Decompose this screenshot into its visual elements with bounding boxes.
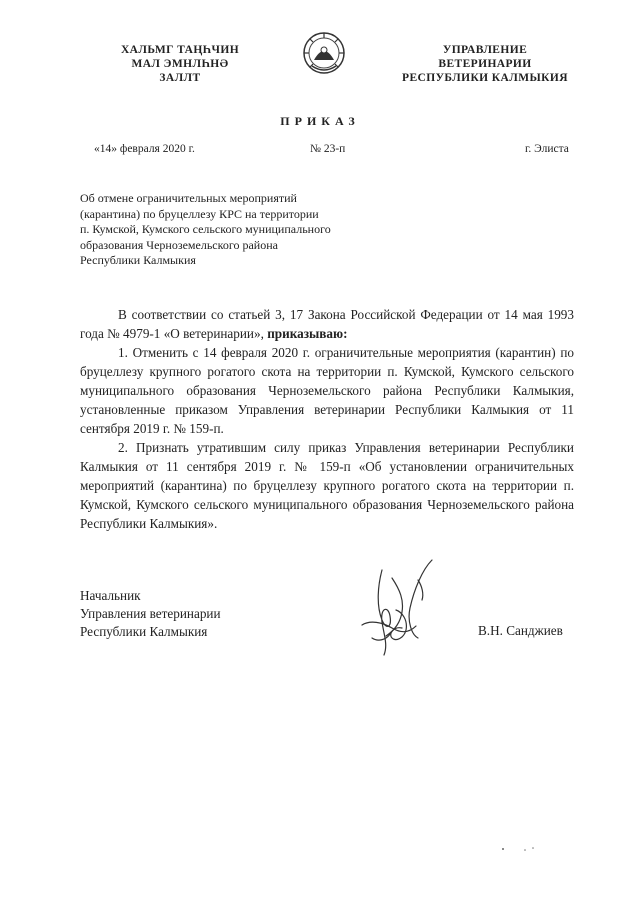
- order-title: ПРИКАЗ: [280, 114, 360, 128]
- header-right-russian: [390, 43, 580, 85]
- header-left-line: МАЛ ЭМНЛҺНӘ: [131, 58, 229, 70]
- subject-line: (карантина) по бруцеллезу КРС на территории: [80, 206, 319, 221]
- subject-line: п. Кумской, Кумского сельского муниципального: [80, 222, 331, 236]
- position-line: Республики Калмыкия: [80, 624, 208, 639]
- item-2-paragraph: 2. Признать утратившим силу приказ Управления ветеринарии Республики Калмыкия от 11 сентября 2019 г. № 159-п «Об установлении ограничительных мероприятий (карантина) по бруцеллезу крупного рогатого скота на территории п. Кумской, Кумского сельского муниципального образования Черноземельского района Республики Калмыкия».: [80, 440, 574, 531]
- intro-command: приказываю:: [267, 326, 348, 341]
- subject-line: Республики Калмыкия: [80, 253, 196, 267]
- header-left-line: ЗАЛЛТ: [159, 72, 201, 84]
- order-city: г. Элиста: [525, 143, 569, 155]
- header-right-line: УПРАВЛЕНИЕ: [442, 44, 528, 56]
- subject-line: Об отмене ограничительных мероприятий: [80, 191, 297, 205]
- header-left-kalmyk: [100, 43, 260, 85]
- header-right-line: ВЕТЕРИНАРИИ: [438, 58, 532, 70]
- handwritten-signature-icon: [352, 550, 452, 665]
- intro-text: В соответствии со статьей 3, 17 Закона Российской Федерации от 14 мая 1993 года № 4979-1 «О ветеринарии»,: [80, 307, 574, 341]
- order-number: № 23-п: [310, 143, 346, 155]
- order-date: «14» февраля 2020 г.: [94, 143, 195, 155]
- position-line: Управления ветеринарии: [80, 606, 221, 621]
- header-left-line: ХАЛЬМГ ТАҢҺЧИН: [120, 44, 240, 56]
- order-body: [80, 305, 574, 533]
- coat-of-arms-emblem-icon: [302, 30, 346, 76]
- position-line: Начальник: [80, 588, 141, 603]
- signatory-position: [80, 587, 221, 641]
- scan-specks: [495, 843, 555, 853]
- intro-paragraph: [80, 305, 574, 343]
- item-1-paragraph: 1. Отменить с 14 февраля 2020 г. ограничительные мероприятия (карантин) по бруцеллезу крупного рогатого скота на территории п. Кумской, Кумского сельского муниципального образования Черноземельского района Республики Калмыкия, установленные приказом Управления ветеринарии Республики Калмыкия от 11 сентября 2019 г. № 159-п.: [80, 345, 574, 436]
- header-right-line: РЕСПУБЛИКИ КАЛМЫКИЯ: [402, 72, 568, 84]
- subject-line: образования Черноземельского района: [80, 237, 278, 252]
- signer-name: В.Н. Санджиев: [478, 623, 563, 638]
- order-subject: [80, 191, 400, 269]
